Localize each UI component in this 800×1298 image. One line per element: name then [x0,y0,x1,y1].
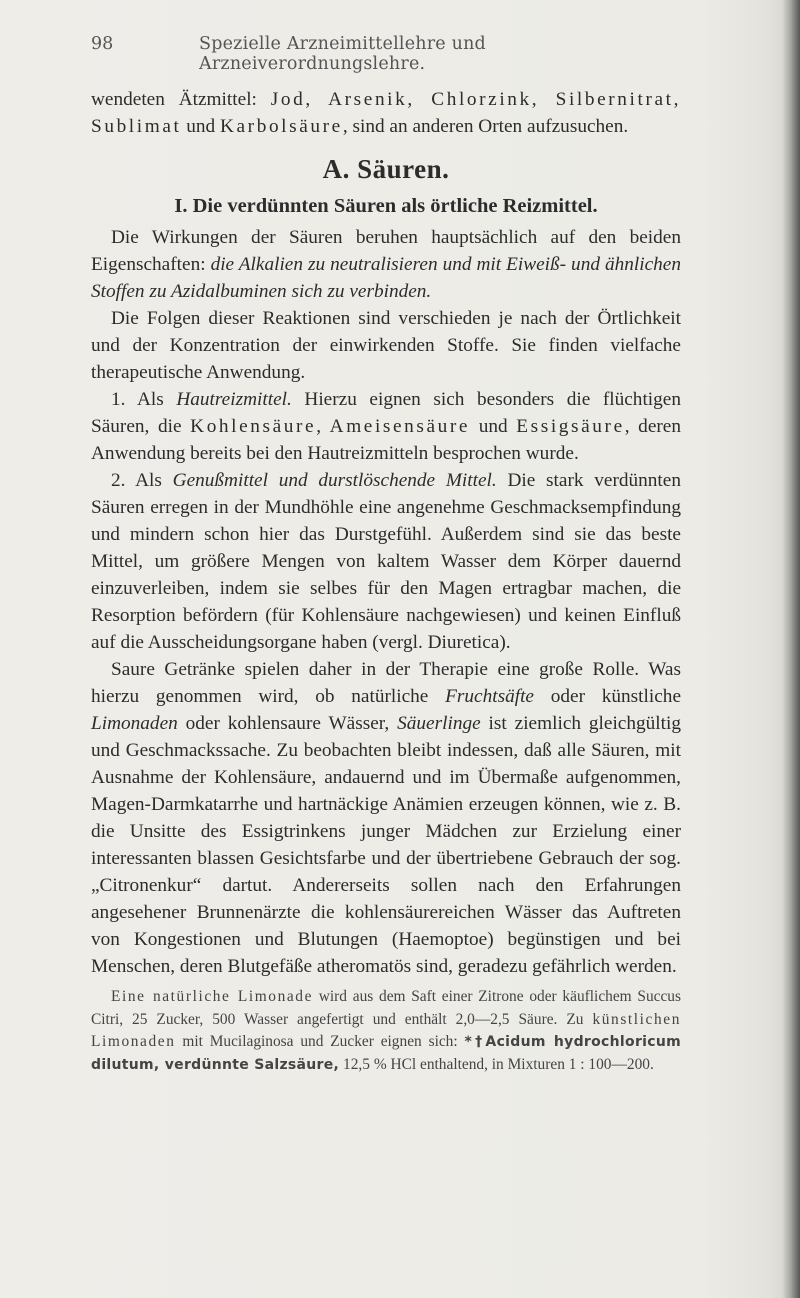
spaced-text: künstlichen Limonaden [91,1010,681,1050]
text: Die Wirkungen der Säuren beruhen hauptsächlich auf den beiden Eigenschaften: [91,227,681,275]
paragraph-4 [91,467,681,656]
spaced-text: Jod, Arsenik, Chlorzink, Silbernitrat, Sublimat [91,89,681,137]
text: ist ziemlich gleichgültig und Geschmackssache. Zu beobachten bleibt indessen, daß alle Säuren, mit Ausnahme der Kohlensäure, andauernd und im Übermaße aufgenommen, Magen-Darmkatarrhe und hartnäckige Anämien erzeugen können, wie z. B. die Unsitte des Essigtrinkens junger Mädchen zur Erzielung einer interessanten blassen Gesichtsfarbe und der übertriebene Gebrauch der sog. „Citronenkur“ dartut. Andererseits sollen nach den Erfahrungen angesehener Brunnenärzte die kohlensäurereichen Wässer das Auftreten von Kongestionen und Blutungen (Haemoptoe) begünstigen und bei Menschen, deren Blutgefäße atheromatös sind, geradezu gefährlich werden. [91,713,681,977]
spaced-text: Eine natürliche Limonade [111,988,314,1005]
spaced-text: Karbolsäure [220,116,343,137]
italic-text: Säuerlinge [397,713,481,734]
text: Hierzu eignen sich besonders die flüchtigen Säuren, die [91,389,681,437]
italic-text: Genußmittel und durstlöschende Mittel. [172,470,497,491]
small-print-note [91,986,681,1076]
text: mit Mucilaginosa und Zucker eignen sich: [175,1033,458,1050]
text: , [316,416,330,437]
text: wird aus dem Saft einer Zitrone oder käuflichem Succus Citri, 25 Zucker, 500 Wasser angefertigt und enthält 2,0—2,5 Säure. Zu [91,988,681,1028]
spaced-text: Kohlensäure [190,416,317,437]
italic-text: Limonaden [91,713,178,734]
text: und [470,416,517,437]
paragraph-5 [91,656,681,980]
paragraph-1 [91,224,681,305]
text: oder künstliche [534,686,681,707]
spaced-text: Essigsäure [516,416,625,437]
spaced-text: Ameisensäure [329,416,471,437]
text: , deren Anwendung bereits bei den Hautreizmitteln besprochen wurde. [91,416,681,464]
page-edge-shadow [782,0,800,1298]
text: 12,5 % HCl enthaltend, in Mixturen 1 : 100—200. [339,1055,654,1073]
text: , sind an anderen Orten aufzusuchen. [342,116,629,137]
italic-text: Hautreizmittel. [176,389,292,410]
italic-text: Fruchtsäfte [445,686,534,707]
subsection-heading: I. Die verdünnten Säuren als örtliche Reizmittel. [174,195,598,217]
page-number: 98 [91,34,114,54]
bold-text: *†Acidum hydrochloricum dilutum, verdünnte Salzsäure, [91,1034,681,1073]
italic-text: die Alkalien zu neutralisieren und mit Eiweiß- und ähnlichen Stoffen zu Azidalbuminen sich zu verbinden. [91,254,682,302]
paragraph-3 [91,386,681,467]
intro-paragraph [91,86,681,140]
page-body [91,86,681,1076]
running-title: Spezielle Arzneimittellehre und Arzneiverordnungslehre. [199,34,486,74]
section-heading: A. Säuren. [322,154,450,184]
paragraph-2: Die Folgen dieser Reaktionen sind verschieden je nach der Örtlichkeit und der Konzentration der einwirkenden Stoffe. Sie finden vielfache therapeutische Anwendung. [91,308,681,383]
text: 1. Als [111,389,177,410]
text: und [181,116,220,137]
text: 2. Als [111,470,173,491]
text: Saure Getränke spielen daher in der Therapie eine große Rolle. Was hierzu genommen wird, ob natürliche [91,659,681,707]
text: wendeten Ätzmittel: [91,89,271,110]
text: Die stark verdünnten Säuren erregen in der Mundhöhle eine angenehme Geschmacksempfindung und mindern schon hier das Durstgefühl. Außerdem sind sie das beste Mittel, um größere Mengen von kaltem Wasser dem Körper dauernd einzuverleiben, indem sie selbes für den Magen ertragbar machen, die Resorption befördern (für Kohlensäure nachgewiesen) und keinen Einfluß auf die Ausscheidungsorgane haben (vergl. Diuretica). [91,470,681,653]
text: oder kohlensaure Wässer, [177,713,398,734]
